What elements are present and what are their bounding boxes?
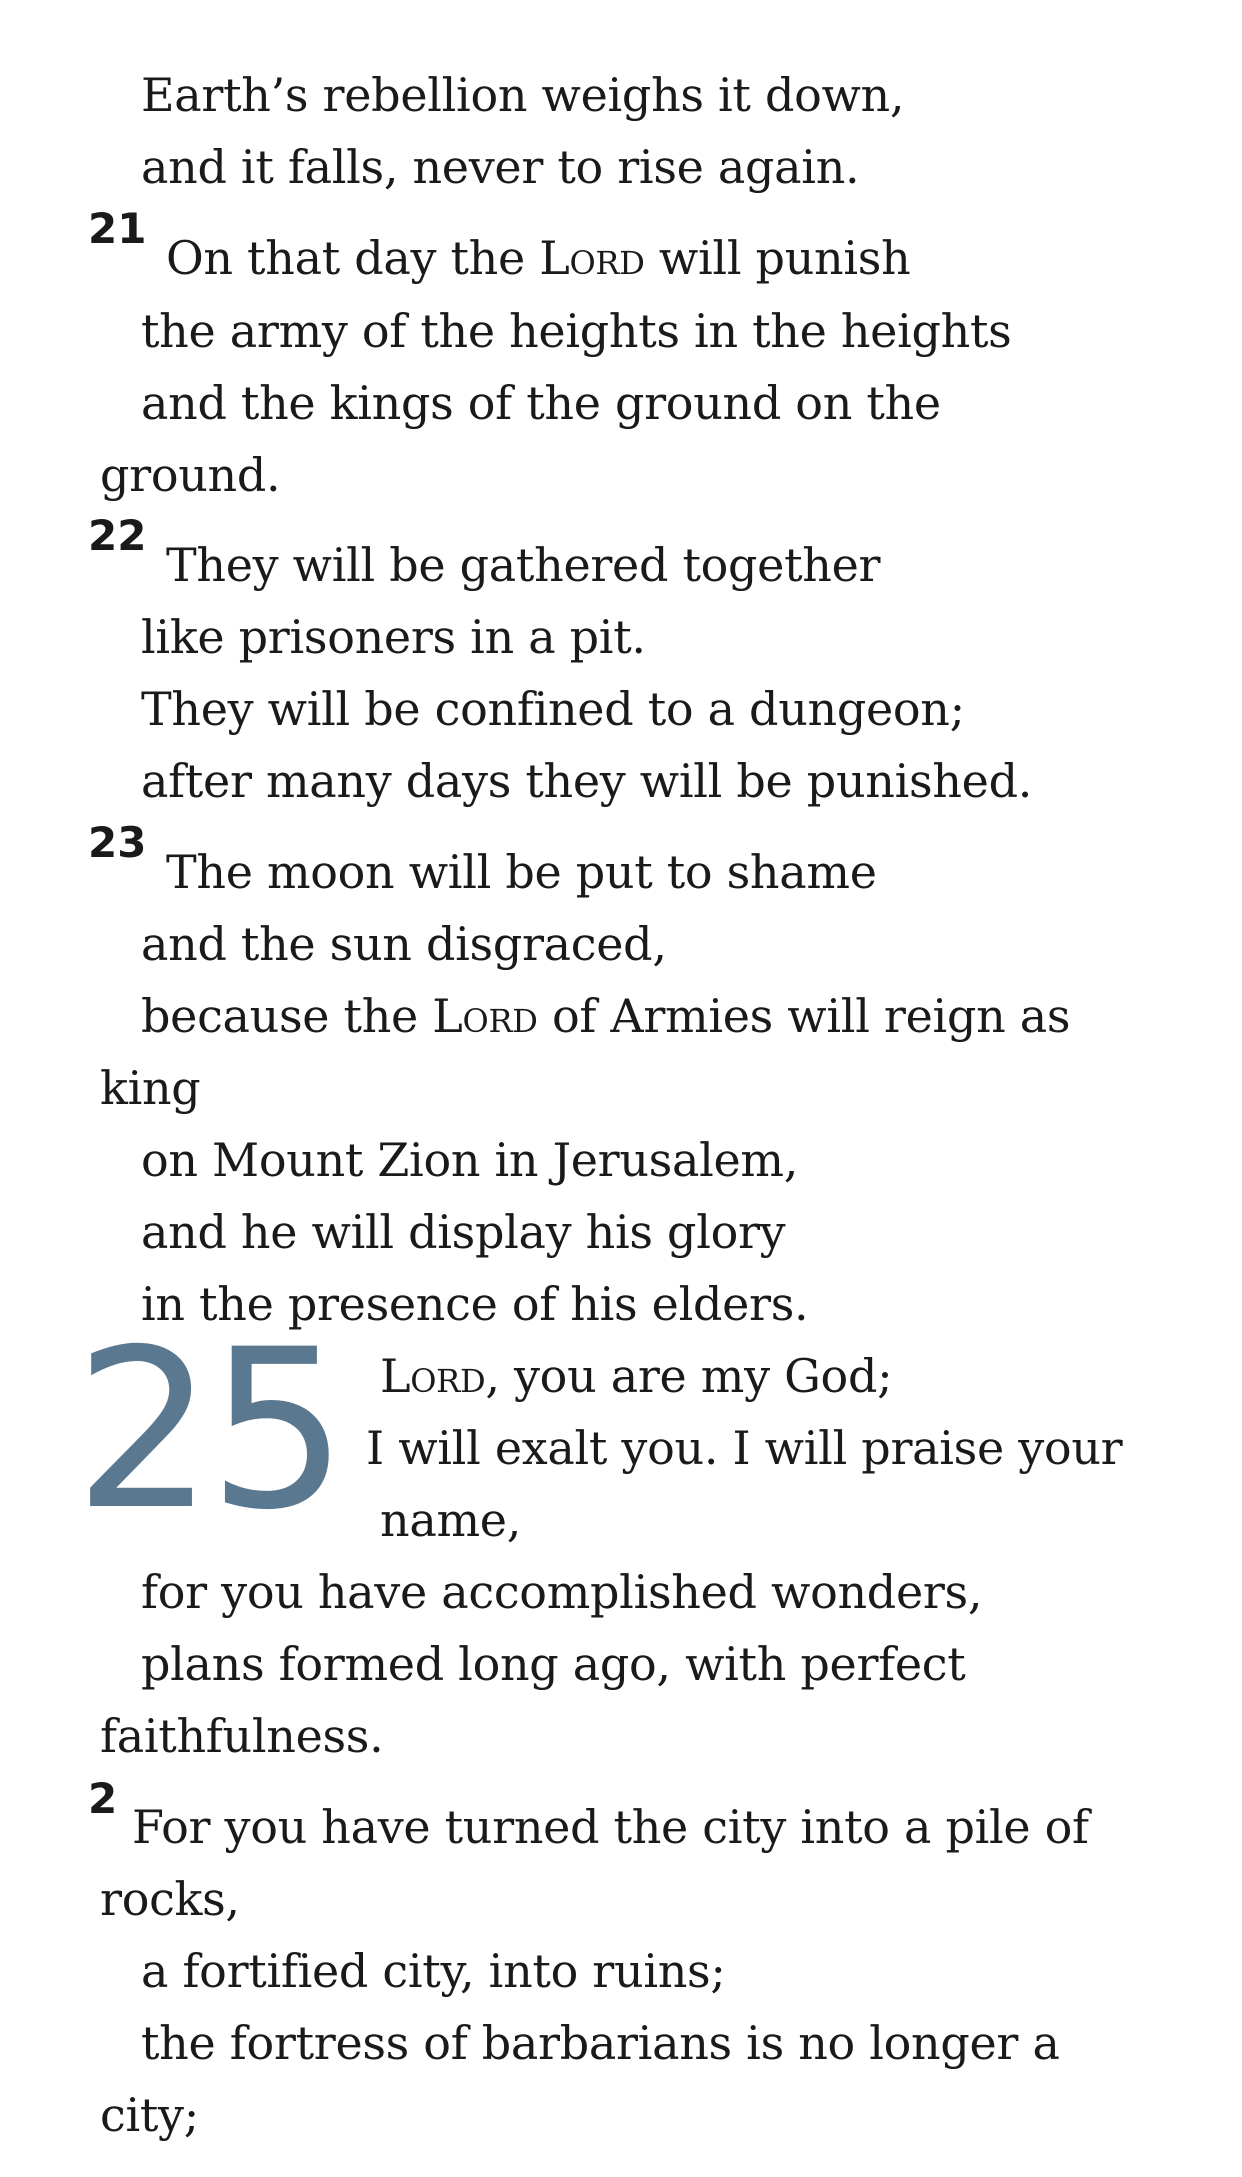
verse-line-wrap: king [100,1061,201,1115]
verse-text: because the [141,989,433,1043]
verse-line-wrap: name, [380,1493,522,1547]
verse-text: , you are my God; [485,1349,893,1403]
verse-line: and he will display his glory [141,1205,786,1259]
verse-line: the fortress of barbarians is no longer a [141,2016,1060,2070]
verse-line: the army of the heights in the heights [141,304,1012,358]
lord-small-caps: Lord [539,231,645,285]
verse-line [141,989,1071,1043]
verse-line: For you have turned the city into a pile of [132,1800,1089,1854]
verse-line-wrap: rocks, [100,1872,240,1926]
verse-line: plans formed long ago, with perfect [141,1637,966,1691]
verse-line: and the sun disgraced, [141,917,667,971]
verse-line: for you have accomplished wonders, [141,1565,983,1619]
verse-line: like prisoners in a pit. [141,610,646,664]
verse-line: in the presence of his elders. [141,1277,809,1331]
verse-number-23: 23 [88,818,147,867]
verse-line [380,1349,893,1403]
verse-text: On that day the [166,231,540,285]
chapter-number: 25 [74,1302,342,1558]
verse-line-wrap: ground. [100,448,281,502]
verse-line: on Mount Zion in Jerusalem, [141,1133,799,1187]
verse-line: They will be gathered together [166,538,881,592]
verse-line-wrap: faithfulness. [100,1709,384,1763]
verse-line: a fortified city, into ruins; [141,1944,726,1998]
verse-text: of Armies will reign as [537,989,1071,1043]
verse-number-2: 2 [88,1774,118,1823]
verse-line: Earth’s rebellion weighs it down, [141,68,905,122]
verse-line [166,231,911,285]
verse-line: and it falls, never to rise again. [141,140,860,194]
verse-number-21: 21 [88,204,147,253]
verse-line: The moon will be put to shame [166,845,877,899]
verse-text: will punish [644,231,911,285]
verse-line: after many days they will be punished. [141,754,1033,808]
verse-line: They will be confined to a dungeon; [141,682,965,736]
verse-line: I will exalt you. I will praise your [366,1421,1123,1475]
verse-number-22: 22 [88,511,147,560]
lord-small-caps: Lord [432,989,538,1043]
verse-line-wrap: city; [100,2088,199,2142]
verse-line: and the kings of the ground on the [141,376,941,430]
lord-small-caps: Lord [380,1349,486,1403]
